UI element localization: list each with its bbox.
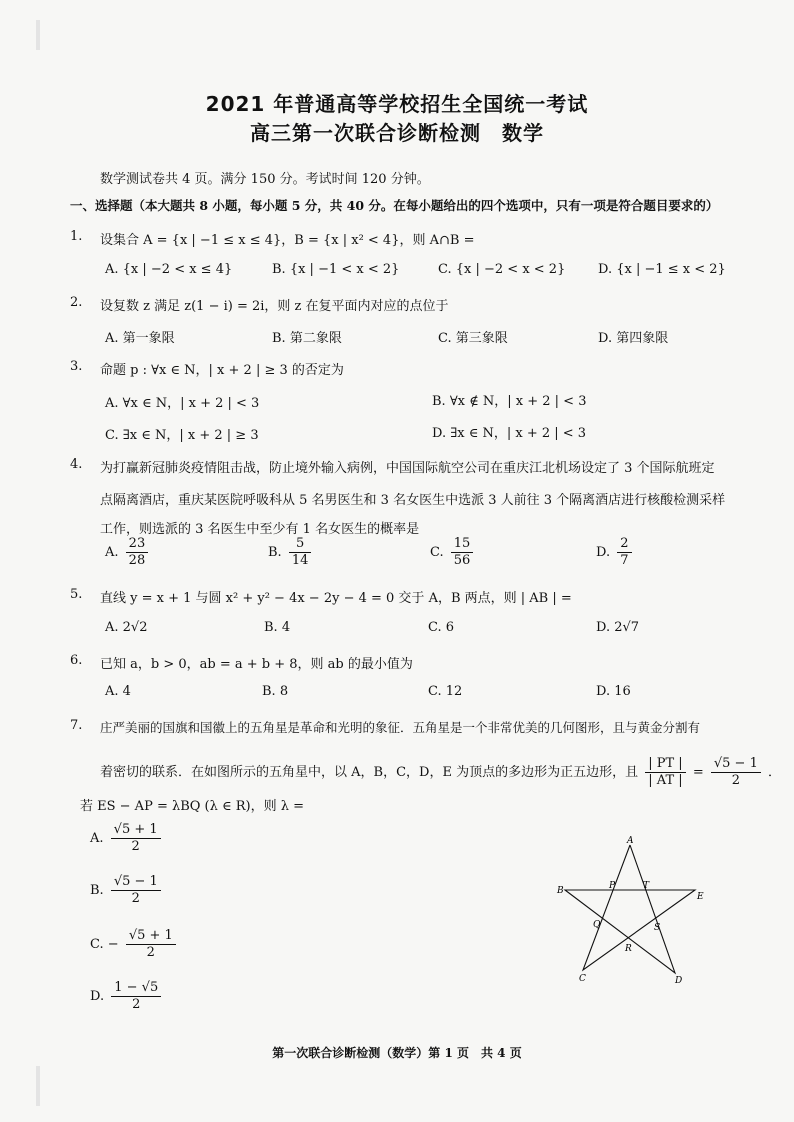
fraction [111,822,161,855]
option-c: C. 第三象限 [438,331,508,346]
denominator: 2 [132,997,141,1012]
denominator: 56 [453,553,471,568]
exam-intro: 数学测试卷共 4 页。满分 150 分。考试时间 120 分钟。 [100,172,430,187]
denominator: 2 [131,839,140,854]
option-a: A. 2√2 [105,620,148,635]
denominator: 2 [731,773,740,788]
fraction [451,536,474,569]
numerator: 5 [289,536,312,553]
option-d: D. ∃x ∈ N，| x + 2 | < 3 [432,426,587,441]
denominator: 28 [128,553,146,568]
fraction [617,536,631,569]
question-text: 设复数 z 满足 z(1 − i) = 2i，则 z 在复平面内对应的点位于 [100,299,449,314]
fraction [289,536,312,569]
question-number: 1. [70,229,83,244]
option-label: D. [596,545,611,560]
option-c: C. 6 [428,620,455,635]
option-c [430,536,476,569]
denominator: 2 [131,891,140,906]
question-number: 6. [70,653,83,668]
question-text: 工作，则选派的 3 名医生中至少有 1 名女医生的概率是 [100,522,420,537]
question-text: 已知 a，b > 0，ab = a + b + 8，则 ab 的最小值为 [100,657,413,672]
scan-artifact [36,1066,40,1106]
vertex-label-e: E [697,892,704,902]
option-a [105,536,151,569]
scan-artifact [36,20,40,50]
vertex-label-b: B [557,886,564,896]
option-d [90,980,164,1013]
option-b: B. 8 [262,684,289,699]
point-label-q: Q [593,920,601,930]
option-a: A. ∀x ∈ N，| x + 2 | < 3 [105,396,260,411]
page-footer: 第一次联合诊断检测（数学）第 1 页 共 4 页 [272,1046,522,1060]
point-label-t: T [643,881,650,891]
option-c: C. {x | −2 < x < 2} [438,262,566,277]
numerator: 2 [617,536,631,553]
option-a: A. {x | −2 < x ≤ 4} [105,262,233,277]
section-heading: 一、选择题（本大题共 8 小题，每小题 5 分，共 40 分。在每小题给出的四个选项中，只有一项是符合题目要求的） [70,198,719,213]
pentagram-figure [555,835,715,985]
option-label: A. [90,831,104,846]
question-number: 7. [70,718,83,733]
point-label-r: R [625,944,632,954]
numerator: √5 + 1 [111,822,161,839]
option-label: C. [430,545,444,560]
question-text [100,756,781,789]
question-number: 2. [70,295,83,310]
option-label: B. [268,545,282,560]
option-b: B. {x | −1 < x < 2} [272,262,400,277]
option-d: D. {x | −1 ≤ x < 2} [598,262,726,277]
option-label: D. [90,989,105,1004]
vertex-label-d: D [675,976,683,985]
minus-sign: − [107,937,119,952]
question-text: 命题 p : ∀x ∈ N，| x + 2 | ≥ 3 的否定为 [100,363,344,378]
option-b: B. ∀x ∉ N，| x + 2 | < 3 [432,394,587,409]
denominator: 2 [146,945,155,960]
question-text: 庄严美丽的国旗和国徽上的五角星是革命和光明的象征．五角星是一个非常优美的几何图形，且与黄金分割有 [100,720,701,735]
option-b: B. 第二象限 [272,331,342,346]
option-d: D. 2√7 [596,620,640,635]
option-a: A. 4 [105,684,131,699]
option-a: A. 第一象限 [105,331,175,346]
numerator: 15 [451,536,474,553]
period: ． [767,765,781,780]
exam-title: 2021 年普通高等学校招生全国统一考试 [205,92,589,116]
vertex-label-c: C [579,974,586,984]
option-d: D. 16 [596,684,631,699]
option-a [90,822,164,855]
option-label: A. [105,545,119,560]
fraction [111,980,161,1013]
option-b [268,536,314,569]
numerator: 23 [126,536,149,553]
numerator: √5 − 1 [111,874,161,891]
ratio-fraction [645,756,685,789]
numerator: 1 − √5 [111,980,161,997]
point-label-p: P [609,881,616,891]
fraction [111,874,161,907]
point-label-s: S [654,923,661,933]
exam-subtitle: 高三第一次联合诊断检测 数学 [250,121,544,145]
denominator: 14 [291,553,309,568]
option-c [90,928,179,961]
option-d [596,536,635,569]
option-label: B. [90,883,104,898]
denominator: 7 [620,553,629,568]
option-label: C. [90,937,104,952]
denominator: | AT | [648,773,683,788]
vertex-label-a: A [627,836,634,846]
numerator: √5 + 1 [126,928,176,945]
option-d: D. 第四象限 [598,331,669,346]
fraction [126,536,149,569]
question-number: 4. [70,457,83,472]
question-number: 5. [70,587,83,602]
golden-ratio-fraction [711,756,761,789]
option-b: B. 4 [264,620,291,635]
question-text: 为打赢新冠肺炎疫情阻击战，防止境外输入病例，中国国际航空公司在重庆江北机场设定了 3 个国际航班定 [100,461,715,476]
option-b [90,874,164,907]
question-number: 3. [70,359,83,374]
fraction [126,928,176,961]
equals-sign: = [692,765,704,780]
question-text: 点隔离酒店，重庆某医院呼吸科从 5 名男医生和 3 名女医生中选派 3 人前往 3 个隔离酒店进行核酸检测采样 [100,493,726,508]
question-text-segment: 着密切的联系．在如图所示的五角星中，以 A，B，C，D，E 为顶点的多边形为正五边形，且 [100,765,639,780]
question-text: 若 ES − AP = λBQ (λ ∈ R)，则 λ = [80,799,305,814]
numerator: | PT | [645,756,685,773]
option-c: C. ∃x ∈ N，| x + 2 | ≥ 3 [105,428,259,443]
numerator: √5 − 1 [711,756,761,773]
option-c: C. 12 [428,684,463,699]
question-text: 设集合 A = {x | −1 ≤ x ≤ 4}，B = {x | x² < 4}，则 A∩B = [100,233,475,248]
question-text: 直线 y = x + 1 与圆 x² + y² − 4x − 2y − 4 = 0 交于 A，B 两点，则 | AB | = [100,591,572,606]
